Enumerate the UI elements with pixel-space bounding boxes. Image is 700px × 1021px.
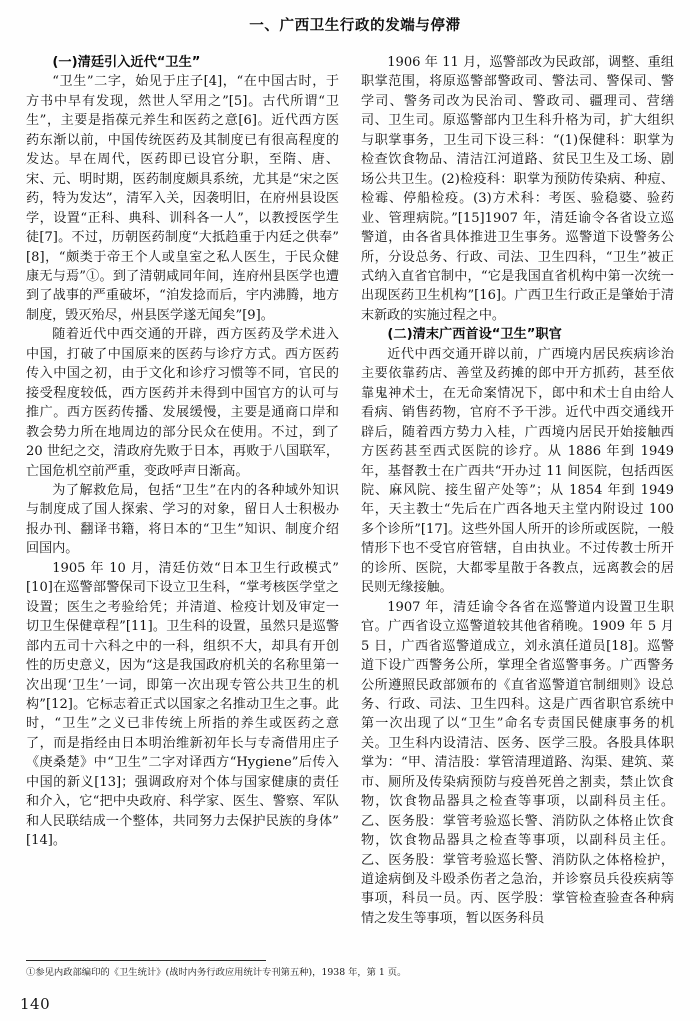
right-paragraph-1: 1906 年 11 月，巡警部改为民政部，调整、重组职掌范围，将原巡警部警政司、警法司、警保司、警学司、警务司改为民治司、警政司、疆理司、营缮司、卫生司。原巡警部内卫生科升格为司，扩大组织与职掌事务，卫生司下设三科：“(1)保健科：职掌为检查饮食物品、清洁江河道路、贫民卫生及工场、剧场公共卫生。(2)检疫科：职掌为预防传染病、种痘、检霉、停船检疫。(3)方术科：考医、验稳婆、验药业、管理病院。”[15]1907 年，清廷谕令各省设立巡警道，由各省具体推进卫生事务。巡警道下设警务公所，分设总务、行政、司法、卫生四科，“卫生”被正式纳入直省官制中，“它是我国直省机构中第一次统一出现医药卫生机构”[16]。广西卫生行政正是肇始于清末新政的实施过程之中。 xyxy=(361,55,674,323)
left-paragraph-2: 随着近代中西交通的开辟，西方医药及学术进入中国，打破了中国原来的医药与诊疗方式。西方医药传入中国之初，由于文化和诊疗习惯等不同，官民的接受程度较低，西方医药并未得到中国官方的认可与推广。西方医药传播、发展缓慢，主要是通商口岸和教会势力所在地周边的部分民众在使用。不过，到了 20 世纪之交，清政府先败于日本，再败于八国联军，亡国危机空前严重，变政呼声日渐高。 xyxy=(26,327,339,479)
left-paragraph-3: 为了解救危局，包括“卫生”在内的各种域外知识与制度成了国人探索、学习的对象，留日人士积极办报办刊、翻译书籍，将日本的“卫生”知识、制度介绍回国内。 xyxy=(26,482,339,557)
page-content xyxy=(26,14,674,954)
footnote-divider xyxy=(26,960,266,961)
page-number: 140 xyxy=(20,995,51,1013)
right-column xyxy=(361,53,674,928)
footnote-text: ①参见内政部编印的《卫生统计》(战时内务行政应用统计专刊第五种)，1938 年，第 1 页。 xyxy=(26,967,407,978)
left-paragraph-1: “卫生”二字，始见于庄子[4]，“在中国古时，于方书中早有发现，然世人罕用之”[5]。古代所谓“卫生”，主要是指葆元养生和医药之意[6]。近代西方医药东渐以前，中国传统医药及其制度已有很高程度的发达。早在周代，医药即已设官分职，至隋、唐、宋、元、明时期，医药制度颇具系统，尤其是“宋之医药，特为发达”，清军入关，因袭明旧，在府州县设医学，设置“正科、典科、训科各一人”，以教授医学生徒[7]。不过，历朝医药制度“大抵趋重于内廷之供奉”[8]，“颇类于帝王个人或皇室之私人医生，于民众健康无与焉”①。到了清朝咸同年间，连府州县医学也遭到了战事的严重破坏，“洎发捻而后，宇内沸腾，地方制度，毁灭殆尽，州县医学遂无闻矣”[9]。 xyxy=(26,74,339,323)
right-paragraph-3: 1907 年，清廷谕令各省在巡警道内设置卫生职官。广西省设立巡警道较其他省稍晚。1909 年 5 月 5 日，广西省巡警道成立，刘永滇任道员[18]。巡警道下设广西警务公所，掌理全省巡警事务。广西警务公所遵照民政部颁布的《直省巡警道官制细则》设总务、行政、司法、卫生四科。这是广西省职官系统中第一次出现了以“卫生”命名专责国民健康事务的机关。卫生科内设清洁、医务、医学三股。各股具体职掌为：“甲、清洁股：掌管清理道路、沟渠、建筑、菜市、厕所及传染病预防与疫兽死兽之割卖，禁止饮食物，饮食物品器具之检查等事项，以副科员主任。乙、医务股：掌管考验巡长警、消防队之体格止饮食物，饮食物品器具之检查等事项，以副科员主任。乙、医务股：掌管考验巡长警、消防队之体格检护，道途病倒及斗殴杀伤者之急治，并诊察员兵役疾病等事项，科员一员。丙、医学股：掌管检查验查各种病情之发生等事项，暂以医务科员 xyxy=(361,599,674,926)
two-column-layout xyxy=(26,53,674,928)
subsection-heading-1: (一)清廷引入近代“卫生” xyxy=(52,55,201,70)
subsection-heading-2: (二)清末广西首设“卫生”职官 xyxy=(387,327,562,343)
left-paragraph-4: 1905 年 10 月，清廷仿效“日本卫生行政模式”[10]在巡警部警保司下设立卫生科，“掌考核医学堂之设置；医生之考验给凭；并清道、检疫计划及审定一切卫生保健章程”[11]。卫生科的设置，虽然只是巡警部内五司十六科之中的一科，组织不大，却具有开创性的历史意义，因为“这是我国政府机关的名称里第一次出现‘卫生’一词，即第一次出现专管公共卫生的机构”[12]。它标志着正式以国家之名推动卫生之事。此时，“卫生”之义已非传统上所指的养生或医药之意了，而是指经由日本明治维新初年长与专斋借用庄子《庚桑楚》中“卫生”二字对译西方“Hygiene”后传入中国的新义[13]；强调政府对个体与国家健康的责任和介入，它“把中央政府、科学家、医生、警察、军队和人民联结成一个整体，共同努力去保护民族的身体”[14]。 xyxy=(26,560,339,849)
footnote-area xyxy=(26,960,407,979)
left-column xyxy=(26,53,339,851)
right-paragraph-2: 近代中西交通开辟以前，广西境内居民疾病诊治主要依靠药店、善堂及药摊的郎中开方抓药，甚至依靠鬼神术士，在无命案情况下，郎中和术士自由给人看病、销售药物，官府不予干涉。近代中西交通线开辟后，随着西方势力入桂，广西境内居民开始接触西方医药甚至西式医院的诊疗。从 1886 年到 1949 年，基督教士在广西共“开办过 11 间医院，包括西医院、麻风院、接生留产处等”；从 1854 年到 1949 年，天主教士“先后在广西各地天主堂内附设过 100 多个诊所”[17]。这些外国人所开的诊所或医院，一般情形下也不受官府管辖，自由执业。不过传教士所开的诊所、医院，大都零星散于各教点，远离教会的居民则无缘接触。 xyxy=(361,346,674,596)
page-title: 一、广西卫生行政的发端与停滞 xyxy=(249,18,461,34)
